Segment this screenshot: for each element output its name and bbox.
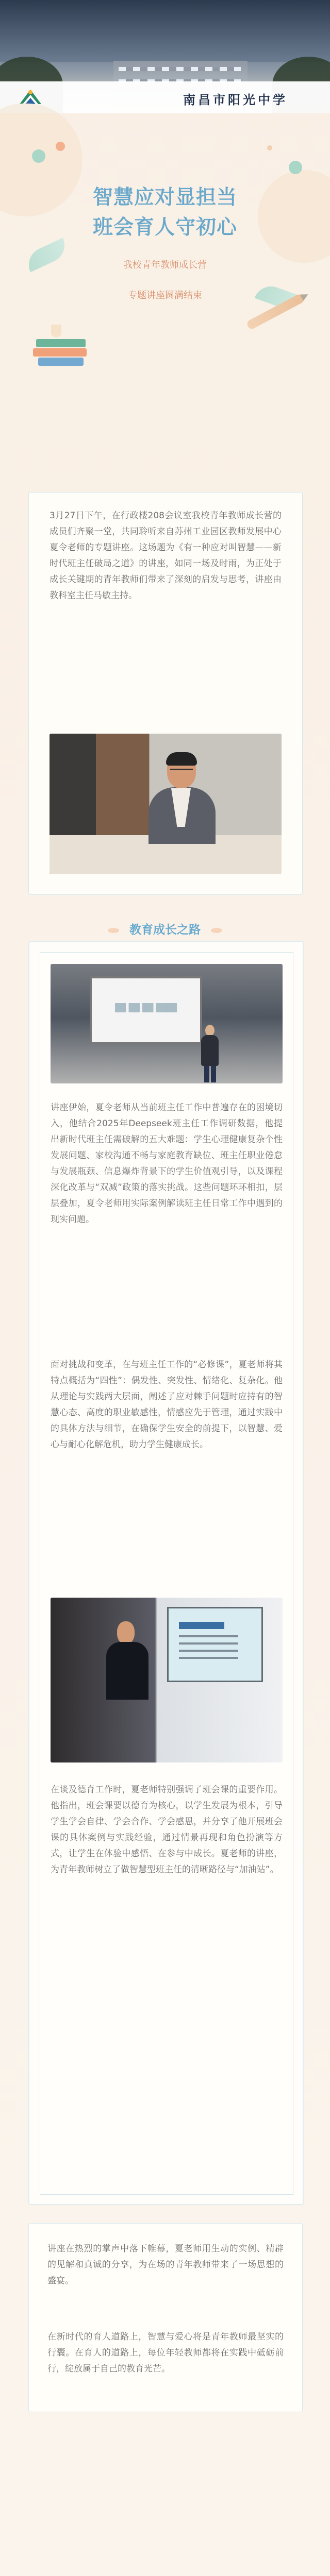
decorative-dot <box>267 145 272 150</box>
presentation-board <box>167 1607 263 1682</box>
subtitle-line-1: 我校青年教师成长营 <box>123 260 207 270</box>
speaker-figure <box>141 753 224 851</box>
subtitle-line-2: 专题讲座圆满结束 <box>128 290 202 301</box>
books-illustration <box>33 315 90 367</box>
meeting-room-photo <box>50 734 282 874</box>
closing-paragraph-1: 讲座在热烈的掌声中落下帷幕，夏老师用生动的实例、精辟的见解和真诚的分享，为在场的青年教师带来了一场思想的盛宴。 <box>47 2244 284 2286</box>
speaker-head <box>205 1025 214 1036</box>
growth-paragraph-2: 面对挑战和变革，在与班主任工作的“必修课”，夏老师将其特点概括为“四性”：偶发性、突发性、情绪化、复杂化。他从理论与实践两大层面，阐述了应对棘手问题时应持有的智慧心态、高度的职业敏感性，情感应先于管理，通过实践中的具体方法与细节，在确保学生安全的前提下，以智慧、爱心与耐心化解危机，助力学生健康成长。 <box>51 1360 283 1450</box>
campus-header-banner <box>0 0 330 113</box>
intro-card <box>28 492 303 895</box>
article-title-hero <box>0 113 330 474</box>
intro-paragraph: 3月27日下午，在行政楼208会议室我校青年教师成长营的成员们齐聚一堂，共同聆听来自苏州工业园区教师发展中心夏令老师的专题讲座。这场题为《有一种应对叫智慧——新时代班主任破局之道》的讲座，如同一场及时雨，为正处于成长关键期的青年教师们带来了深刻的启发与思考，讲座由教科室主任马敏主持。 <box>50 511 282 601</box>
speaker-glasses <box>170 769 193 776</box>
presenter-head <box>117 1621 135 1644</box>
decorative-dot <box>32 149 45 163</box>
book-icon <box>36 339 86 347</box>
book-icon <box>38 358 84 366</box>
decorative-dot <box>289 161 302 174</box>
evening-sky <box>0 0 330 62</box>
growth-section-label <box>0 919 330 939</box>
growth-outer-card <box>28 941 304 2205</box>
speaker-body <box>201 1035 219 1066</box>
school-name: 南昌市阳光中学 <box>183 92 288 107</box>
standing-speaker <box>200 1025 221 1082</box>
projection-screen <box>90 976 202 1044</box>
presenter-figure <box>104 1621 151 1701</box>
growth-paragraph-3: 在谈及德育工作时，夏老师特别强调了班会课的重要作用。他指出，班会课要以德育为核心，以学生发展为根本，引导学生学会自律、学会合作、学会感恩，并分享了他开展班会课的具体案例与实践经验，通过情景再现和角色扮演等方式，让学生在体验中感悟、在参与中成长。夏老师的讲座，为青年教师树立了做智慧型班主任的清晰路径与“加油站”。 <box>51 1785 283 1875</box>
growth-paragraph-1: 讲座伊始，夏令老师从当前班主任工作中普遍存在的困境切入，他结合2025年Deepseek班主任工作调研数据，他提出新时代班主任需破解的五大难题：学生心理健康复杂个性发展问题、家校沟通不畅与家庭教育缺位、班主任职业倦怠与发展瓶颈、信息爆炸背景下的学生价值观引导，以及课程深化改革与“双减”政策的落实挑战。这些问题环环相扣，层层叠加，夏令老师用实际案例解读班主任日常工作中遇到的现实问题。 <box>51 1103 283 1225</box>
speaker-hair <box>166 752 197 766</box>
closing-card <box>28 2223 303 2412</box>
growth-section-title: 教育成长之路 <box>122 919 208 939</box>
presenter-body <box>106 1642 148 1700</box>
closing-paragraph-2: 在新时代的育人道路上，智慧与爱心将是青年教师最坚实的行囊。在育人的道路上，每位年轻教师都将在实践中砥砺前行，绽放属于自己的教育光芒。 <box>47 2332 284 2374</box>
main-title-line-2: 班会育人守初心 <box>92 216 237 239</box>
speaker-leg <box>211 1066 216 1082</box>
main-title-line-1: 智慧应对显担当 <box>92 186 237 209</box>
book-icon <box>33 348 87 357</box>
growth-inner-card <box>40 952 293 2195</box>
presenter-photo <box>51 1598 283 1762</box>
cup-icon <box>51 325 61 337</box>
lecture-hall-photo <box>51 964 283 1083</box>
speaker-leg <box>204 1066 209 1082</box>
decorative-dot <box>56 142 65 151</box>
title-block <box>0 183 330 303</box>
